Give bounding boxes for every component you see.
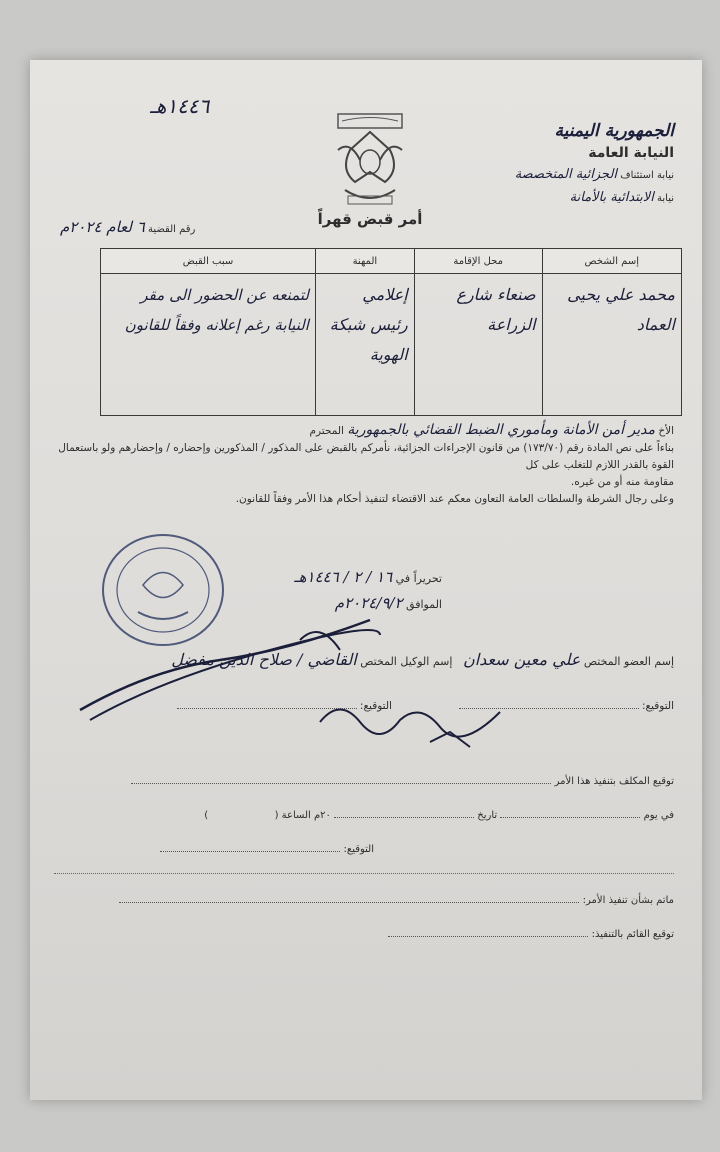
executor-row <box>54 918 674 952</box>
issued-label: تحريراً في <box>395 572 442 585</box>
document-page <box>30 60 702 1100</box>
year-hour-label: ٢٠م الساعة ( <box>274 810 331 821</box>
appeal-label: نيابة استئناف <box>620 170 674 181</box>
person-residence: صنعاء شارع الزراعة <box>414 274 542 416</box>
member-label: إسم العضو المختص <box>583 655 674 668</box>
divider-line <box>54 873 674 874</box>
assigned-row <box>54 765 674 799</box>
body-line-2: مقاومة منه أو من غيره. <box>570 476 674 488</box>
persons-table <box>100 248 682 416</box>
body-line-3: وعلى رجال الشرطة والسلطات العامة التعاون معكم عند الاقتضاء لتنفيذ أحكام هذا الأمر وفقاً للقانون. <box>235 493 674 505</box>
case-number <box>60 218 195 236</box>
col-residence-header: محل الإقامة <box>414 249 542 274</box>
order-body <box>54 422 674 508</box>
done-row <box>54 884 674 918</box>
corresponding-value: ٢٠٢٤/٩/٢م <box>334 594 403 612</box>
date-line <box>334 817 474 818</box>
header-block <box>474 120 674 210</box>
close-paren: ) <box>204 810 209 821</box>
appeal-row <box>474 164 674 187</box>
addressee-prefix: الأخ <box>658 425 674 437</box>
addressee: مدير أمن الأمانة ومأموري الضبط القضائي بالجمهورية <box>347 422 655 438</box>
execution-section <box>54 765 674 952</box>
document-title: أمر قبض قهراً <box>317 210 423 228</box>
republic-name: الجمهورية اليمنية <box>554 121 674 141</box>
datetime-row <box>54 799 674 833</box>
primary-label: نيابة <box>657 193 674 204</box>
exec-signature-row <box>54 833 674 867</box>
date-label: تاريخ <box>477 810 498 821</box>
primary-value: الابتدائية بالأمانة <box>569 190 654 205</box>
executor-line <box>388 936 588 937</box>
exec-signature-line <box>160 851 340 852</box>
table-row <box>101 274 682 416</box>
col-reason-header: سبب القبض <box>101 249 316 274</box>
case-value: ٦ لعام ٢٠٢٤م <box>60 218 145 236</box>
handwritten-date: ١٤٤٦هـ <box>150 94 210 118</box>
day-label: في يوم <box>643 810 674 821</box>
addressee-line <box>54 422 674 440</box>
person-profession: إعلامي رئيس شبكة الهوية <box>315 274 414 416</box>
exec-signature-label: التوقيع: <box>343 844 374 855</box>
appeal-value: الجزائية المتخصصة <box>514 167 618 182</box>
signature-label-member: التوقيع: <box>641 700 674 712</box>
case-label: رقم القضية <box>147 224 196 235</box>
republic-emblem-icon <box>330 110 410 220</box>
assigned-label: توقيع المكلف بتنفيذ هذا الأمر <box>554 776 674 787</box>
arrest-reason: لتمنعه عن الحضور الى مقر النيابة رغم إعلانه وفقاً للقانون <box>101 274 316 416</box>
primary-row <box>474 187 674 210</box>
assigned-line <box>131 783 551 784</box>
issued-value: ١٦ / ٢ / ١٤٤٦هـ <box>294 568 393 586</box>
agent-label: إسم الوكيل المختص <box>360 655 453 668</box>
handwritten-signature-large <box>70 580 390 730</box>
addressee-suffix: المحترم <box>309 425 344 437</box>
executor-label: توقيع القائم بالتنفيذ: <box>591 929 674 940</box>
body-line-1: بناءاً على نص المادة رقم (١٧٣/٧٠) من قانون الإجراءات الجزائية، نأمركم بالقبض على المذكور / المذكورين وإحضاره / وإحضارهم ولو باستعمال القوة بالقدر اللازم للتغلب على كل <box>58 442 674 471</box>
agent-value: القاضي / صلاح الدين مفضل <box>171 650 357 669</box>
member-value: علي معين سعدان <box>462 650 581 669</box>
col-profession-header: المهنة <box>315 249 414 274</box>
table-header-row <box>101 249 682 274</box>
prosecution-name: النيابة العامة <box>588 145 674 161</box>
signature-label-agent: التوقيع: <box>359 700 392 712</box>
person-name: محمد علي يحيى العماد <box>542 274 681 416</box>
col-name-header: إسم الشخص <box>542 249 681 274</box>
day-line <box>500 817 640 818</box>
corresponding-label: الموافق <box>406 598 442 611</box>
done-label: ماتم بشأن تنفيذ الأمر: <box>582 895 674 906</box>
done-line <box>119 902 579 903</box>
